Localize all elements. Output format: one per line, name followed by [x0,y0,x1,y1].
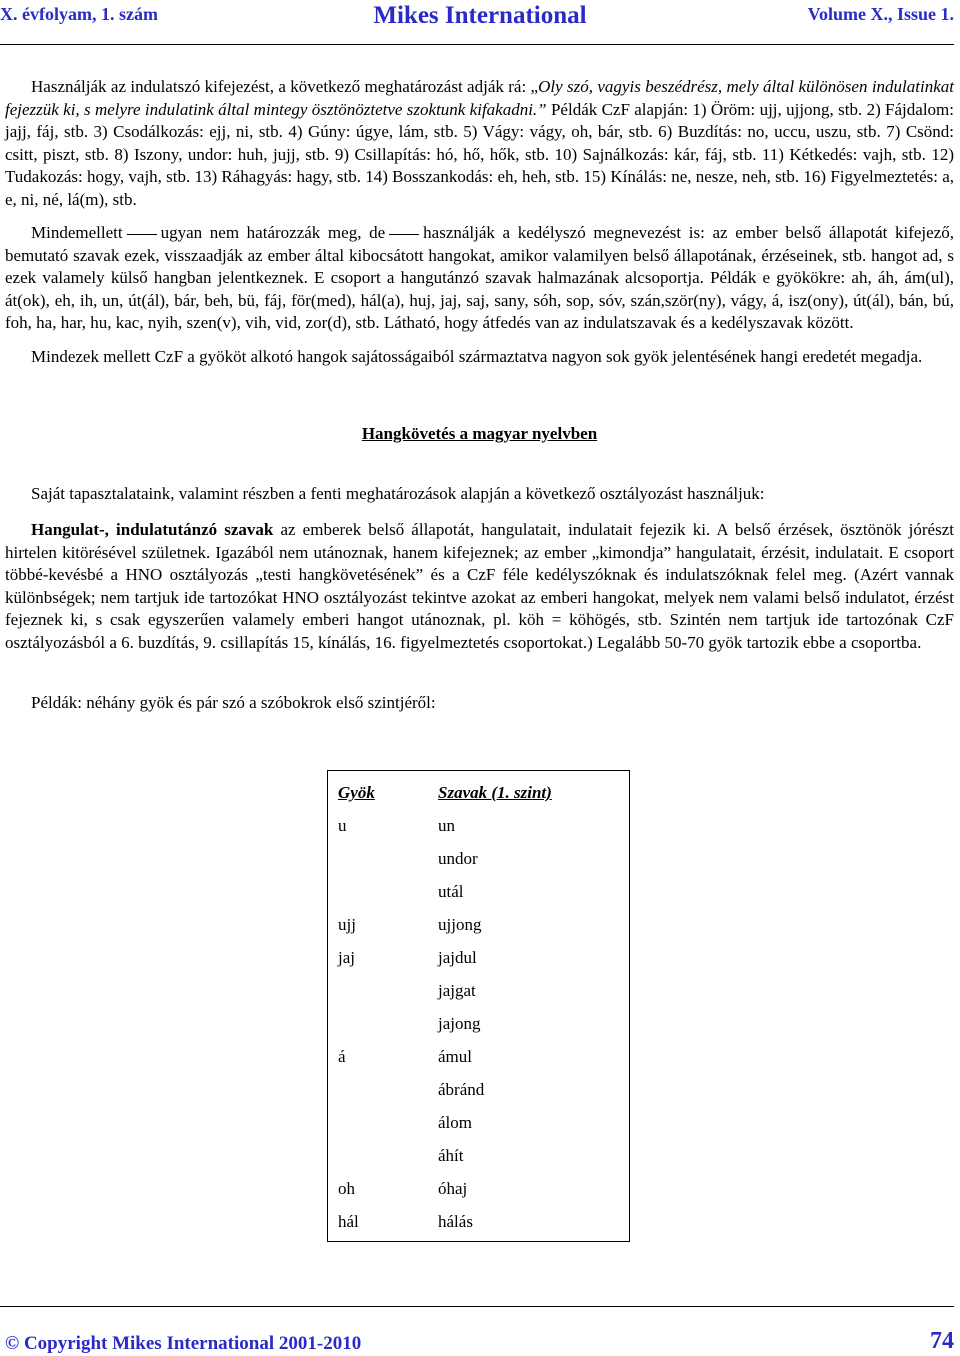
header-issue-hu: X. évfolyam, 1. szám [0,4,158,24]
table-cell-root: á [338,1047,346,1066]
table-cell-root: hál [338,1212,359,1231]
header-issue-en: Volume X., Issue 1. [807,4,954,24]
p1-text-c: Példák CzF alapján: 1) Öröm: ujj, ujjong, stb. 2) Fájdalom: jajj, fáj, stb. 3) Csodálkozás: ejj, ni, stb. 4) Gúny: úgye, lám, stb. 5) Vágy: vágy, oh, bár, stb. 6) Buzdítás: no, uccu, uszu, stb. 7) Csönd: csitt, piszt, stb. 8) Iszony, undor: huh, jujj, stb. 9) Csillapítás: hó, hő, hők, stb. 10) Sajnálkozás: kár, fáj, stb. 11) Kétkedés: vajh, stb. 12) Tudakozás: hogy, vajh, stb. 13) Ráhagyás: hagy, stb. 14) Bosszankodás: eh, heh, stb. 15) Kínálás: ne, nesze, neh, stb. 16) Figyelmeztetés: a, e, ni, né, lá(m), stb. [5,99,954,209]
table-cell-word: ábránd [438,1080,485,1099]
table-cell-root [338,1076,375,1109]
header-journal-title: Mikes International [373,2,587,29]
table-cell-word: álom [438,1113,472,1132]
table-cell-word: hálás [438,1212,473,1231]
p1-text-a: Használják az indulatszó kifejezést, a következő meghatározást adják rá: „ [31,77,539,96]
paragraph-classification-intro: Saját tapasztalataink, valamint részben a fenti meghatározások alapján a következő osztályozást használjuk: [31,483,765,503]
em-dash [389,234,419,235]
copyright-notice: © Copyright Mikes International 2001-2010 [5,1333,362,1354]
paragraph-czf: Mindezek mellett CzF a gyököt alkotó hangok sajátosságaiból származtatva nagyon sok gyök jelentésének hangi eredetét megadja. [31,346,923,366]
table-cell-word: áhít [438,1146,464,1165]
table-cell-root: jaj [338,948,355,967]
table-cell-word: undor [438,849,478,868]
table-cell-root: oh [338,1179,355,1198]
words-column [438,779,552,1241]
table-cell-word: jajong [438,1014,481,1033]
table-cell-word: jajgat [438,981,476,1000]
table-cell-root [338,1010,375,1043]
paragraph-indulatszo [5,76,954,211]
table-cell-root: ujj [338,915,356,934]
table-header-root: Gyök [338,783,375,802]
p5-text: az emberek belső állapotát, hangulatait, indulatait fejezik ki. A belső érzések, ösztönök jórészt hirtelen kitörésével születnek. Igazából nem utánoznak, hanem kifejeznek; az ember „kimondja” hangulatait, érzésit, indulatait. E csoport többé-kevésbé a HNO osztályozás „testi hangkövetésének” és a CzF féle kedélyszóknak és indulatszóknak felel meg. (Azért vannak különbségek; nem tartjuk ide tartozókat HNO osztályozást tekintve azokat az emberi hangokat, melyek nem valami belső indulatot, érzést fejeznek ki, s csak egyszerűen valamely emberi hangot utánoznak, pl. köh = köhögés, stb. Szintén nem tartjuk ide tartozónak CzF osztályozásból a 6. buzdítás, 9. csillapítás 15, kínálás, 16. figyelmeztetés csoportokat.) Legalább 50-70 gyök tartozik ebbe a csoportba. [5,520,954,652]
p2-text-c: használják a kedélyszó megnevezést is: az ember belső állapotát kifejező, bemutató szavak ezek, visszaadják az ember által kibocsátott hangokat, amikor valamilyen belső állapotának, érzéseinek, stb. hangot ad, s ezek valamely külső hangban jelentkeznek. E csoport a hangutánzó szavak halmazának alcsoportja. Példák e gyökökre: ah, áh, ám(ul), át(ok), eh, ih, un, út(ál), bár, beh, bü, fáj, för(med), hál(a), huj, jaj, saj, sany, sóh, sop, sóv, szán,ször(ny), vágy, á, isz(ony), út(ál), bán, bú, foh, ha, har, hu, kac, nyih, szen(v), vih, vid, zor(d), stb. Látható, hogy átfedés van az indulatszavak és a kedélyszavak között. [5,223,954,332]
paragraph-examples-intro: Példák: néhány gyök és pár szó a szóbokrok első szintjéről: [31,693,436,712]
table-cell-word: ámul [438,1047,472,1066]
article-body [5,76,954,715]
table-header-words: Szavak (1. szint) [438,783,552,802]
paragraph-hangulat [5,519,954,654]
footer-rule [0,1306,954,1307]
table-cell-root [338,977,375,1010]
paragraph-kedelyszo [5,222,954,335]
em-dash [127,234,157,235]
table-cell-root [338,878,375,911]
table-cell-word: óhaj [438,1179,468,1198]
table-cell-word: ujjong [438,915,482,934]
term-hangulat: Hangulat-, indulatutánzó szavak [31,520,274,539]
table-cell-root [338,845,375,878]
section-heading: Hangkövetés a magyar nyelvben [361,424,598,443]
table-cell-root [338,1109,375,1142]
table-cell-word: utál [438,882,464,901]
table-cell-root [338,1142,375,1175]
root-column [338,779,375,1241]
root-words-table [327,770,630,1242]
page-header [0,0,960,44]
table-cell-root: u [338,816,347,835]
p1-quote: Oly szó, vagyis beszédrész, mely által különösen indulatinkat fejezzük ki, s melyre indulatink által mintegy ösztönöztetve szoktunk kifakadni.” [5,77,954,119]
table-cell-word: jajdul [438,948,477,967]
p2-text-b: ugyan nem határozzák meg, de [160,223,386,242]
table-cell-word: un [438,816,455,835]
p2-text-a: Mindemellett [31,223,123,242]
page-number: 74 [930,1328,954,1354]
header-rule [0,44,954,45]
